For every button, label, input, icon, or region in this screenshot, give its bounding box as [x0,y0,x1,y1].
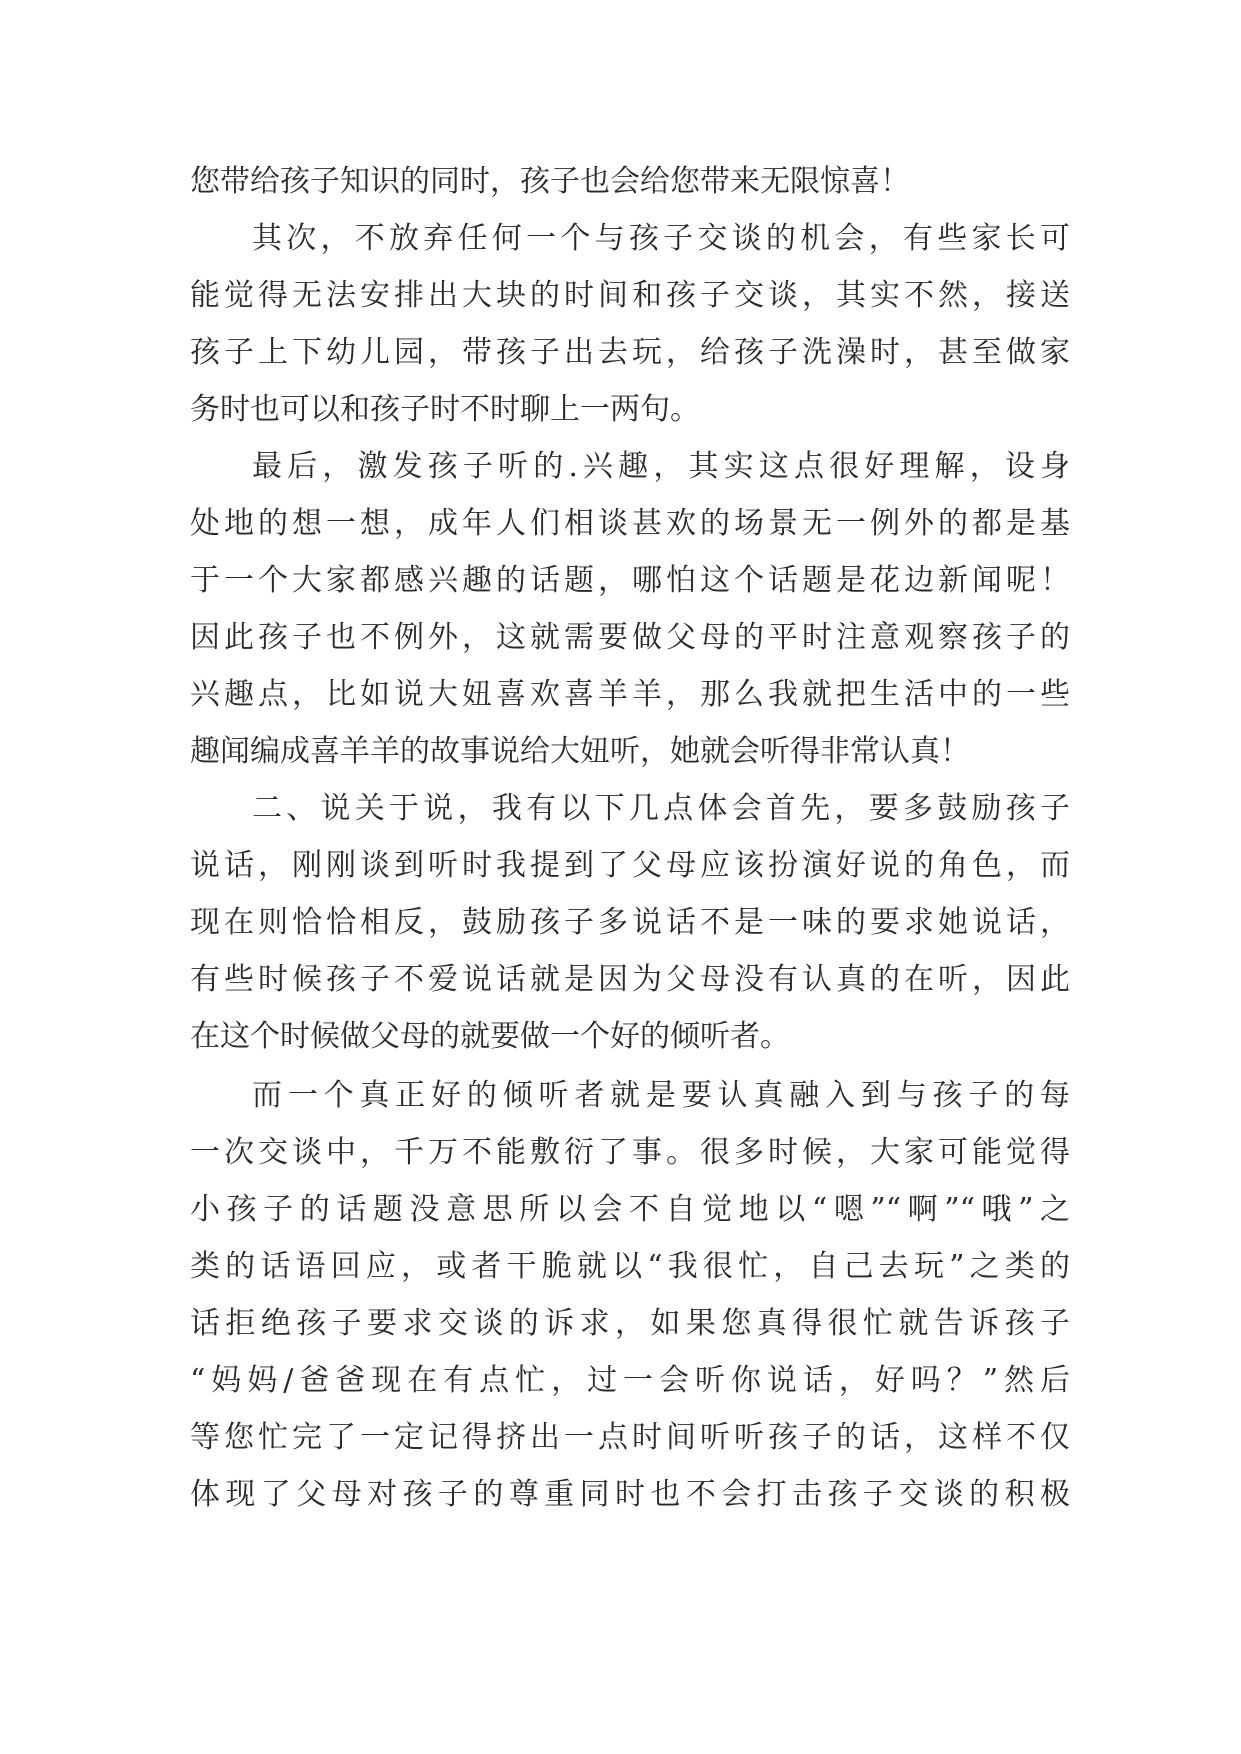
paragraph-start-line: 最后，激发孩子听的.兴趣，其实这点很好理解，设身 [252,449,1070,484]
text-line: “妈妈/爸爸现在有点忙，过一会听你说话，好吗？”然后 [190,1363,1070,1398]
text-line: 孩子上下幼儿园，带孩子出去玩，给孩子洗澡时，甚至做家 [190,335,1070,370]
text-line: 小孩子的话题没意思所以会不自觉地以“嗯”“啊”“哦”之 [190,1192,1070,1227]
text-line: 说话，刚刚谈到听时我提到了父母应该扮演好说的角色，而 [190,848,1070,883]
paragraph-start-line: 二、说关于说，我有以下几点体会首先，要多鼓励孩子 [252,791,1070,826]
text-line: 类的话语回应，或者干脆就以“我很忙，自己去玩”之类的 [190,1249,1070,1284]
text-line: 处地的想一想，成年人们相谈甚欢的场景无一例外的都是基 [190,506,1070,541]
paragraph-start-line: 而一个真正好的倾听者就是要认真融入到与孩子的每 [252,1078,1070,1113]
text-line: 能觉得无法安排出大块的时间和孩子交谈，其实不然，接送 [190,278,1070,313]
paragraph-start-line: 其次，不放弃任何一个与孩子交谈的机会，有些家长可 [252,221,1070,256]
text-line: 体现了父母对孩子的尊重同时也不会打击孩子交谈的积极 [190,1477,1070,1512]
text-line: 等您忙完了一定记得挤出一点时间听听孩子的话，这样不仅 [190,1420,1070,1455]
text-line: 话拒绝孩子要求交谈的诉求，如果您真得很忙就告诉孩子 [190,1306,1070,1341]
text-line: 务时也可以和孩子时不时聊上一两句。 [190,392,700,427]
text-line: 有些时候孩子不爱说话就是因为父母没有认真的在听，因此 [190,962,1070,997]
text-line: 您带给孩子知识的同时，孩子也会给您带来无限惊喜！ [190,164,910,199]
text-line: 兴趣点，比如说大妞喜欢喜羊羊，那么我就把生活中的一些 [190,677,1070,712]
text-line: 趣闻编成喜羊羊的故事说给大妞听，她就会听得非常认真！ [190,734,970,769]
text-line: 因此孩子也不例外，这就需要做父母的平时注意观察孩子的 [190,620,1070,655]
text-line: 于一个大家都感兴趣的话题，哪怕这个话题是花边新闻呢！ [190,563,1070,598]
text-line: 现在则恰恰相反，鼓励孩子多说话不是一味的要求她说话， [190,905,1070,940]
text-line: 在这个时候做父母的就要做一个好的倾听者。 [190,1019,790,1054]
text-line: 一次交谈中，千万不能敷衍了事。很多时候，大家可能觉得 [190,1135,1070,1170]
